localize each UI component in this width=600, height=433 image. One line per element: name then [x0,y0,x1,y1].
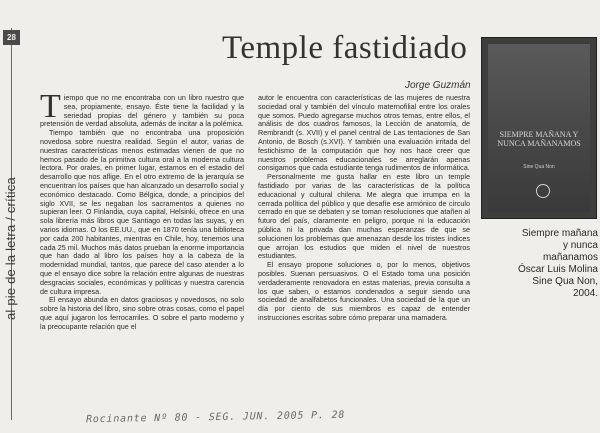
section-label: al pie de la letra / crítica [3,177,18,320]
caption-line: Óscar Luis Molina [517,264,598,275]
paragraph: El ensayo propone soluciones o, por lo menos, objetivos posibles. Suenan persuasivos. O el Estado toma una posición verdaderamente renovadora en estas materias, previa consulta a los que saben, o estamos condenados a seguir siendo una sociedad de analfabetos funcionales. Una sociedad de la que un día por ciento de sus miembros es capaz de entender instrucciones escritas sobre cómo preparar una mamadera. [258,260,470,322]
caption-line: Sine Qua Non, [532,276,598,287]
paragraph: Tiempo también que no encontraba una proposición novedosa sobre nuestra realidad. Según el autor, varias de nuestras características menos estimadas vienen de que no hemos pasado de la primitiva cultura oral a la moderna cultura lectora. Por orales, en primer lugar, estamos en el estadio del desarrollo que nos aflige. En el otro extremo de la jerarquía se encuentran los países que han alcanzado un desarrollo social y económico destacado. Como Bélgica, donde, a principios del siglo XVII, se les negaban los sacramentos a quienes no supieran leer. O Finlandia, cuya capital, Helsinki, ofrece en una sola librería más libros que Santiago en todas las suyas, y en varios idiomas. O los EE.UU., que en 1870 tenía una biblioteca por cada 200 habitantes, mientras en Chile, hoy, tenemos una cada 25 mil. Muchos más datos prueban la enorme importancia que han dado al libro los países hoy a la cabeza de la modernidad mundial, tantos, que parece del caso atender a lo que el ensayo dice sobre la relación entre algunas de nuestras desgracias sociales, económicas y políticas y nuestra carencia de cultura impresa. [40,128,244,296]
paragraph: autor le encuentra con características de las mujeres de nuestra sociedad oral y también del vínculo maternofilial entre los orales que somos. Puedo agregarse muchos otros temas, entre ellos, el análisis de dos cuadros famosos, la Lección de anatomía, de Rembrandt (s. XVII) y el panel central de Las tentaciones de San Antonio, de Bosch (s.XVI). Y también una evaluación irritada del festichismo de la computación que hoy nos hace creer que nuestros problemas educacionales se arreglarán apenas consigamos que cada estudiante tenga rudimentos de informática. [258,94,470,173]
handwritten-archive-stamp: Rocinante Nº 80 - SEG. JUN. 2005 P. 28 [85,409,346,426]
book-cover-image [481,37,597,219]
caption-line: 2004. [572,288,598,299]
book-cover-title: SIEMPRE MAÑANA Y NUNCA MAÑANAMOS [497,130,581,148]
article-column-1 [40,94,244,410]
book-cover-publisher: Sine Qua Non [523,164,555,170]
drop-cap: T [40,94,61,125]
paragraph [40,94,244,129]
caption-line: Siempre mañana [521,228,598,239]
article-title: Temple fastidiado [222,30,468,66]
caption-line: y nunca [562,240,598,251]
caption-line: mañanamos [542,252,598,263]
paragraph: El ensayo abunda en datos graciosos y novedosos, no solo sobre la historia del libro, sino sobre otras cosas, como el papel que aquí jugaron los ferrocarriles. O sobre el parto moderno y la preocupante relación que el [40,295,244,331]
book-caption [470,228,598,300]
article-column-2 [258,94,470,410]
publisher-logo [536,184,550,198]
page-number: 28 [3,30,20,45]
paragraph-text: iempo que no me encontraba con un libro nuestro que sea, propiamente, ensayo. Éste tiene la facilidad y la seriedad propias del género y también su poca pretensión de verdad absoluta, además de incitar a la polémica. [40,94,244,129]
article-author: Jorge Guzmán [405,80,471,91]
paragraph: Personalmente me gusta hallar en este libro un temple fastidiado por varias de las características de la política educacional y cultural chilena. Me alegra que irrumpa en la cerrada política del público y que desafíe ese armónico de círculo cerrado en que se debaten y se toman resoluciones que atañen al futuro del país, claramente en peligro, porque ni la educación pública ni la privada dan muchas esperanzas de que se solucionen los problemas que amenazan desde los tristes índices que arrojan los estudios que miden el nivel de nuestros estudiantes. [258,172,470,261]
